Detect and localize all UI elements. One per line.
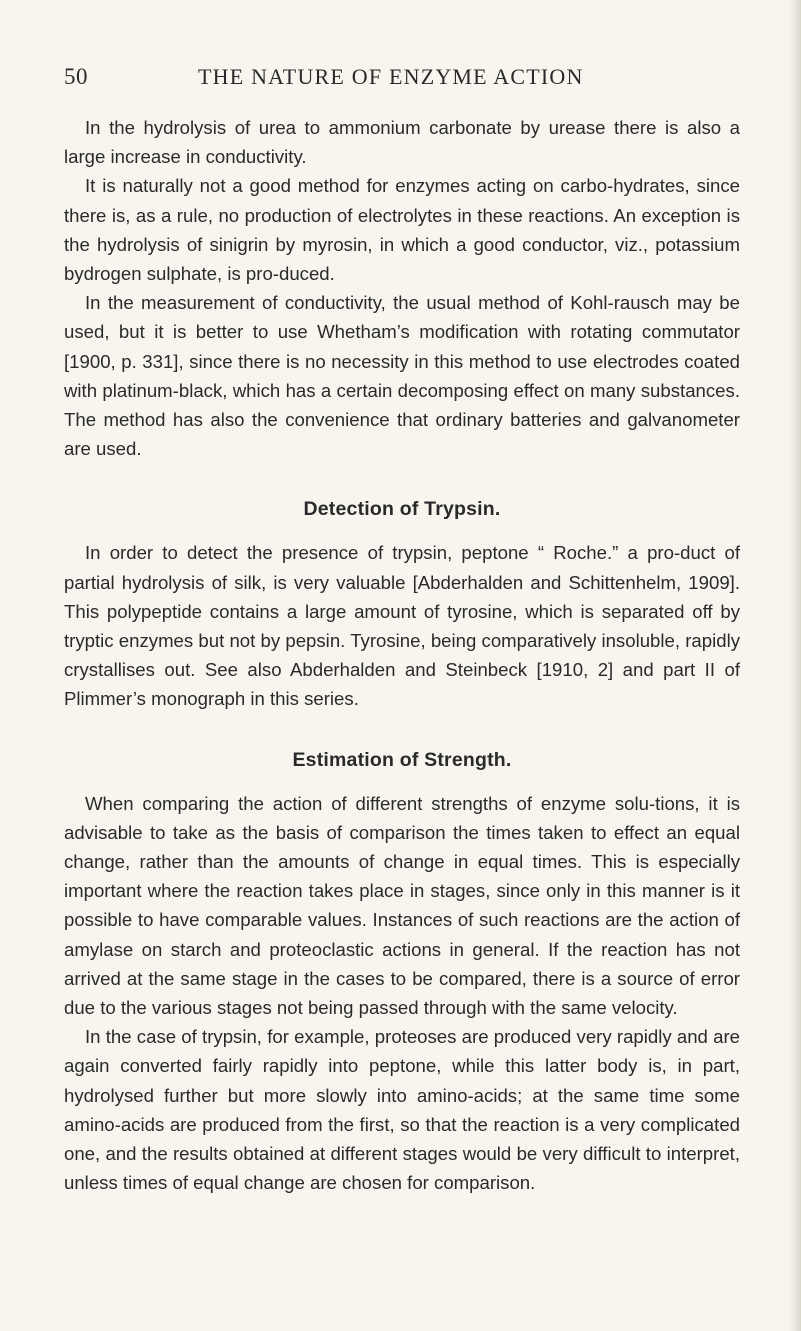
paragraph-trypsin-detection: In order to detect the presence of trypsin, peptone “ Roche.” a pro-duct of partial hydrolysis of silk, is very valuable [Abderhalden and Schittenhelm, 1909]. This polypeptide contains a large amount of tyrosine, which is separated off by tryptic enzymes but not by pepsin. Tyrosine, being comparatively insoluble, rapidly crystallises out. See also Abderhalden and Steinbeck [1910, 2] and part II of Plimmer’s monograph in this series. (64, 542, 740, 710)
paragraph-kohlrausch-method: In the measurement of conductivity, the usual method of Kohl-rausch may be used, but it is better to use Whetham’s modification with rotating commutator [1900, p. 331], since there is no necessity in this method to use electrodes coated with platinum-black, which has a certain decomposing effect on many substances. The method has also the convenience that ordinary batteries and galvanometer are used. (64, 292, 740, 460)
page-header (64, 64, 704, 98)
paragraph-trypsin-example: In the case of trypsin, for example, proteoses are produced very rapidly and are again converted fairly rapidly into peptone, while this latter body is, in part, hydrolysed further but more slowly into amino-acids; at the same time some amino-acids are produced from the first, so that the reaction is a very complicated one, and the results obtained at different stages would be very difficult to interpret, unless times of equal change are chosen for comparison. (64, 1026, 740, 1194)
section-heading-detection-of-trypsin: Detection of Trypsin. (303, 498, 501, 521)
page-body (64, 113, 740, 1198)
section-heading-estimation-of-strength: Estimation of Strength. (292, 748, 512, 771)
running-title: THE NATURE OF ENZYME ACTION (198, 64, 584, 89)
paragraph-urease-conductivity: In the hydrolysis of urea to ammonium carbonate by urease there is also a large increase in conductivity. (64, 117, 740, 168)
page-edge-shadow (789, 0, 801, 1331)
paragraph-comparing-strengths: When comparing the action of different strengths of enzyme solu-tions, it is advisable to take as the basis of comparison the times taken to effect an equal change, rather than the amounts of change in equal times. This is especially important where the reaction takes place in stages, since only in this manner is it possible to have comparable values. Instances of such reactions are the action of amylase on starch and proteoclastic actions in general. If the reaction has not arrived at the same stage in the cases to be compared, there is a source of error due to the various stages not being passed through with the same velocity. (64, 792, 740, 1019)
paragraph-carbohydrates: It is naturally not a good method for enzymes acting on carbo-hydrates, since there is, as a rule, no production of electrolytes in these reactions. An exception is the hydrolysis of sinigrin by myrosin, in which a good conductor, viz., potassium bydrogen sulphate, is pro-duced. (64, 175, 740, 285)
page-number: 50 (64, 64, 88, 89)
